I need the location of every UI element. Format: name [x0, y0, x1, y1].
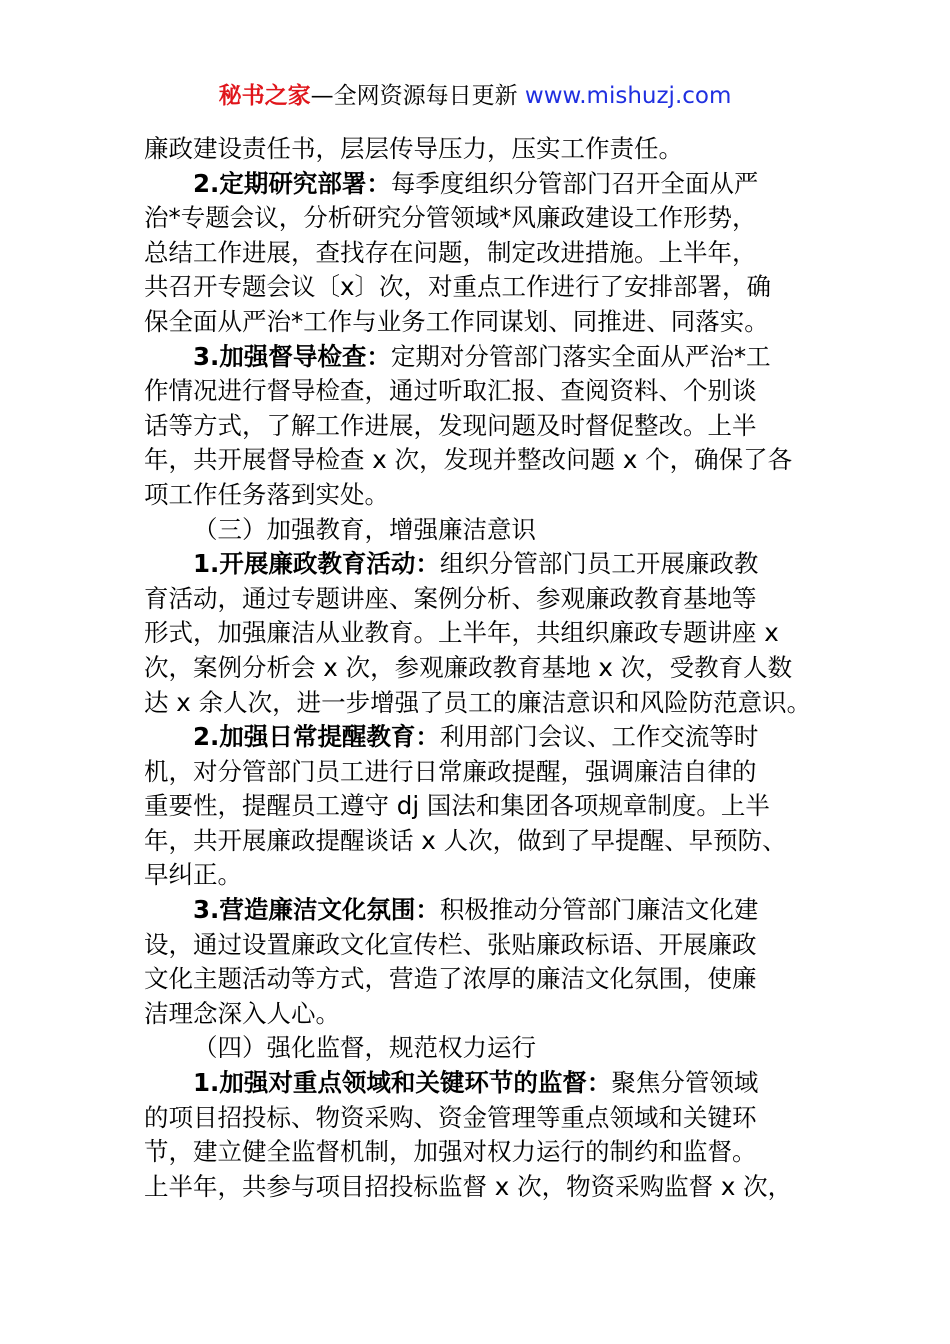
text-line: [144, 720, 824, 755]
line-text: （四）强化监督，规范权力运行: [193, 1033, 536, 1063]
line-text: 重要性，提醒员工遵守 dj 国法和集团各项规章制度。上半: [144, 791, 770, 821]
line-text: 共召开专题会议〔x〕次，对重点工作进行了安排部署，确: [144, 272, 771, 302]
line-text: 年，共开展督导检查 x 次，发现并整改问题 x 个，确保了各: [144, 445, 793, 475]
text-line: [144, 616, 824, 651]
paragraph-lead: 2.定期研究部署：: [193, 168, 391, 198]
text-line: [144, 443, 824, 478]
text-line: [144, 1170, 824, 1205]
line-text: 洁理念深入人心。: [144, 998, 340, 1028]
text-line: [144, 824, 824, 859]
site-url-link[interactable]: www.mishuzj.com: [524, 83, 732, 109]
line-text: 节，建立健全监督机制，加强对权力运行的制约和监督。: [144, 1137, 757, 1167]
text-line: [144, 167, 824, 202]
paragraph-lead: 3.营造廉洁文化氛围：: [193, 895, 440, 925]
text-line: [144, 755, 824, 790]
line-text: 廉政建设责任书，层层传导压力，压实工作责任。: [144, 134, 683, 163]
text-line: [144, 858, 824, 893]
text-line: [144, 236, 824, 271]
text-line: [144, 962, 824, 997]
line-text: 每季度组织分管部门召开全面从严: [390, 168, 759, 198]
paragraph-lead: 1.开展廉政教育活动：: [193, 549, 440, 579]
text-line: [144, 270, 824, 305]
site-tagline: —全网资源每日更新: [310, 83, 518, 109]
text-line: [144, 1031, 824, 1066]
text-line: [144, 893, 824, 928]
line-text: 年，共开展廉政提醒谈话 x 人次，做到了早提醒、早预防、: [144, 825, 787, 855]
line-text: 积极推动分管部门廉洁文化建: [439, 895, 759, 925]
line-text: 文化主题活动等方式，营造了浓厚的廉洁文化氛围，使廉: [144, 964, 757, 994]
text-line: [144, 305, 824, 340]
text-line: [144, 997, 824, 1032]
line-text: 治*专题会议，分析研究分管领域*风廉政建设工作形势，: [144, 203, 757, 233]
line-text: 形式，加强廉洁从业教育。上半年，共组织廉政专题讲座 x: [144, 618, 779, 648]
text-line: [144, 547, 824, 582]
line-text: 次，案例分析会 x 次，参观廉政教育基地 x 次，受教育人数: [144, 652, 793, 682]
line-text: 话等方式，了解工作进展，发现问题及时督促整改。上半: [144, 410, 757, 440]
paragraph-lead: 1.加强对重点领域和关键环节的监督：: [193, 1068, 612, 1098]
text-line: [144, 201, 824, 236]
text-line: [144, 686, 824, 721]
document-body: [144, 132, 824, 1204]
line-text: 利用部门会议、工作交流等时: [439, 722, 759, 752]
line-text: 上半年，共参与项目招投标监督 x 次，物资采购监督 x 次，: [144, 1171, 793, 1201]
line-text: 机，对分管部门员工进行日常廉政提醒，强调廉洁自律的: [144, 756, 757, 786]
line-text: 定期对分管部门落实全面从严治*工: [390, 341, 771, 371]
paragraph-lead: 3.加强督导检查：: [193, 341, 391, 371]
line-text: 育活动，通过专题讲座、案例分析、参观廉政教育基地等: [144, 583, 757, 613]
text-line: [144, 409, 824, 444]
line-text: （三）加强教育，增强廉洁意识: [193, 514, 536, 544]
site-brand: 秘书之家: [218, 83, 311, 109]
text-line: [144, 340, 824, 375]
line-text: 聚焦分管领域: [611, 1068, 759, 1098]
text-line: [144, 478, 824, 513]
text-line: [144, 789, 824, 824]
text-line: [144, 651, 824, 686]
line-text: 保全面从严治*工作与业务工作同谋划、同推进、同落实。: [144, 306, 769, 336]
line-text: 组织分管部门员工开展廉政教: [439, 549, 759, 579]
paragraph-lead: 2.加强日常提醒教育：: [193, 722, 440, 752]
text-line: [144, 1101, 824, 1136]
line-text: 作情况进行督导检查，通过听取汇报、查阅资料、个别谈: [144, 376, 757, 406]
text-line: [144, 1135, 824, 1170]
line-text: 总结工作进展，查找存在问题，制定改进措施。上半年，: [144, 237, 757, 267]
text-line: [144, 1066, 824, 1101]
site-header: [0, 80, 950, 112]
text-line: [144, 582, 824, 617]
text-line: [144, 132, 824, 167]
text-line: [144, 513, 824, 548]
line-text: 项工作任务落到实处。: [144, 479, 389, 509]
line-text: 的项目招投标、物资采购、资金管理等重点领域和关键环: [144, 1102, 757, 1132]
line-text: 达 x 余人次，进一步增强了员工的廉洁意识和风险防范意识。: [144, 687, 812, 717]
text-line: [144, 928, 824, 963]
line-text: 设，通过设置廉政文化宣传栏、张贴廉政标语、开展廉政: [144, 929, 757, 959]
line-text: 早纠正。: [144, 860, 242, 890]
text-line: [144, 374, 824, 409]
